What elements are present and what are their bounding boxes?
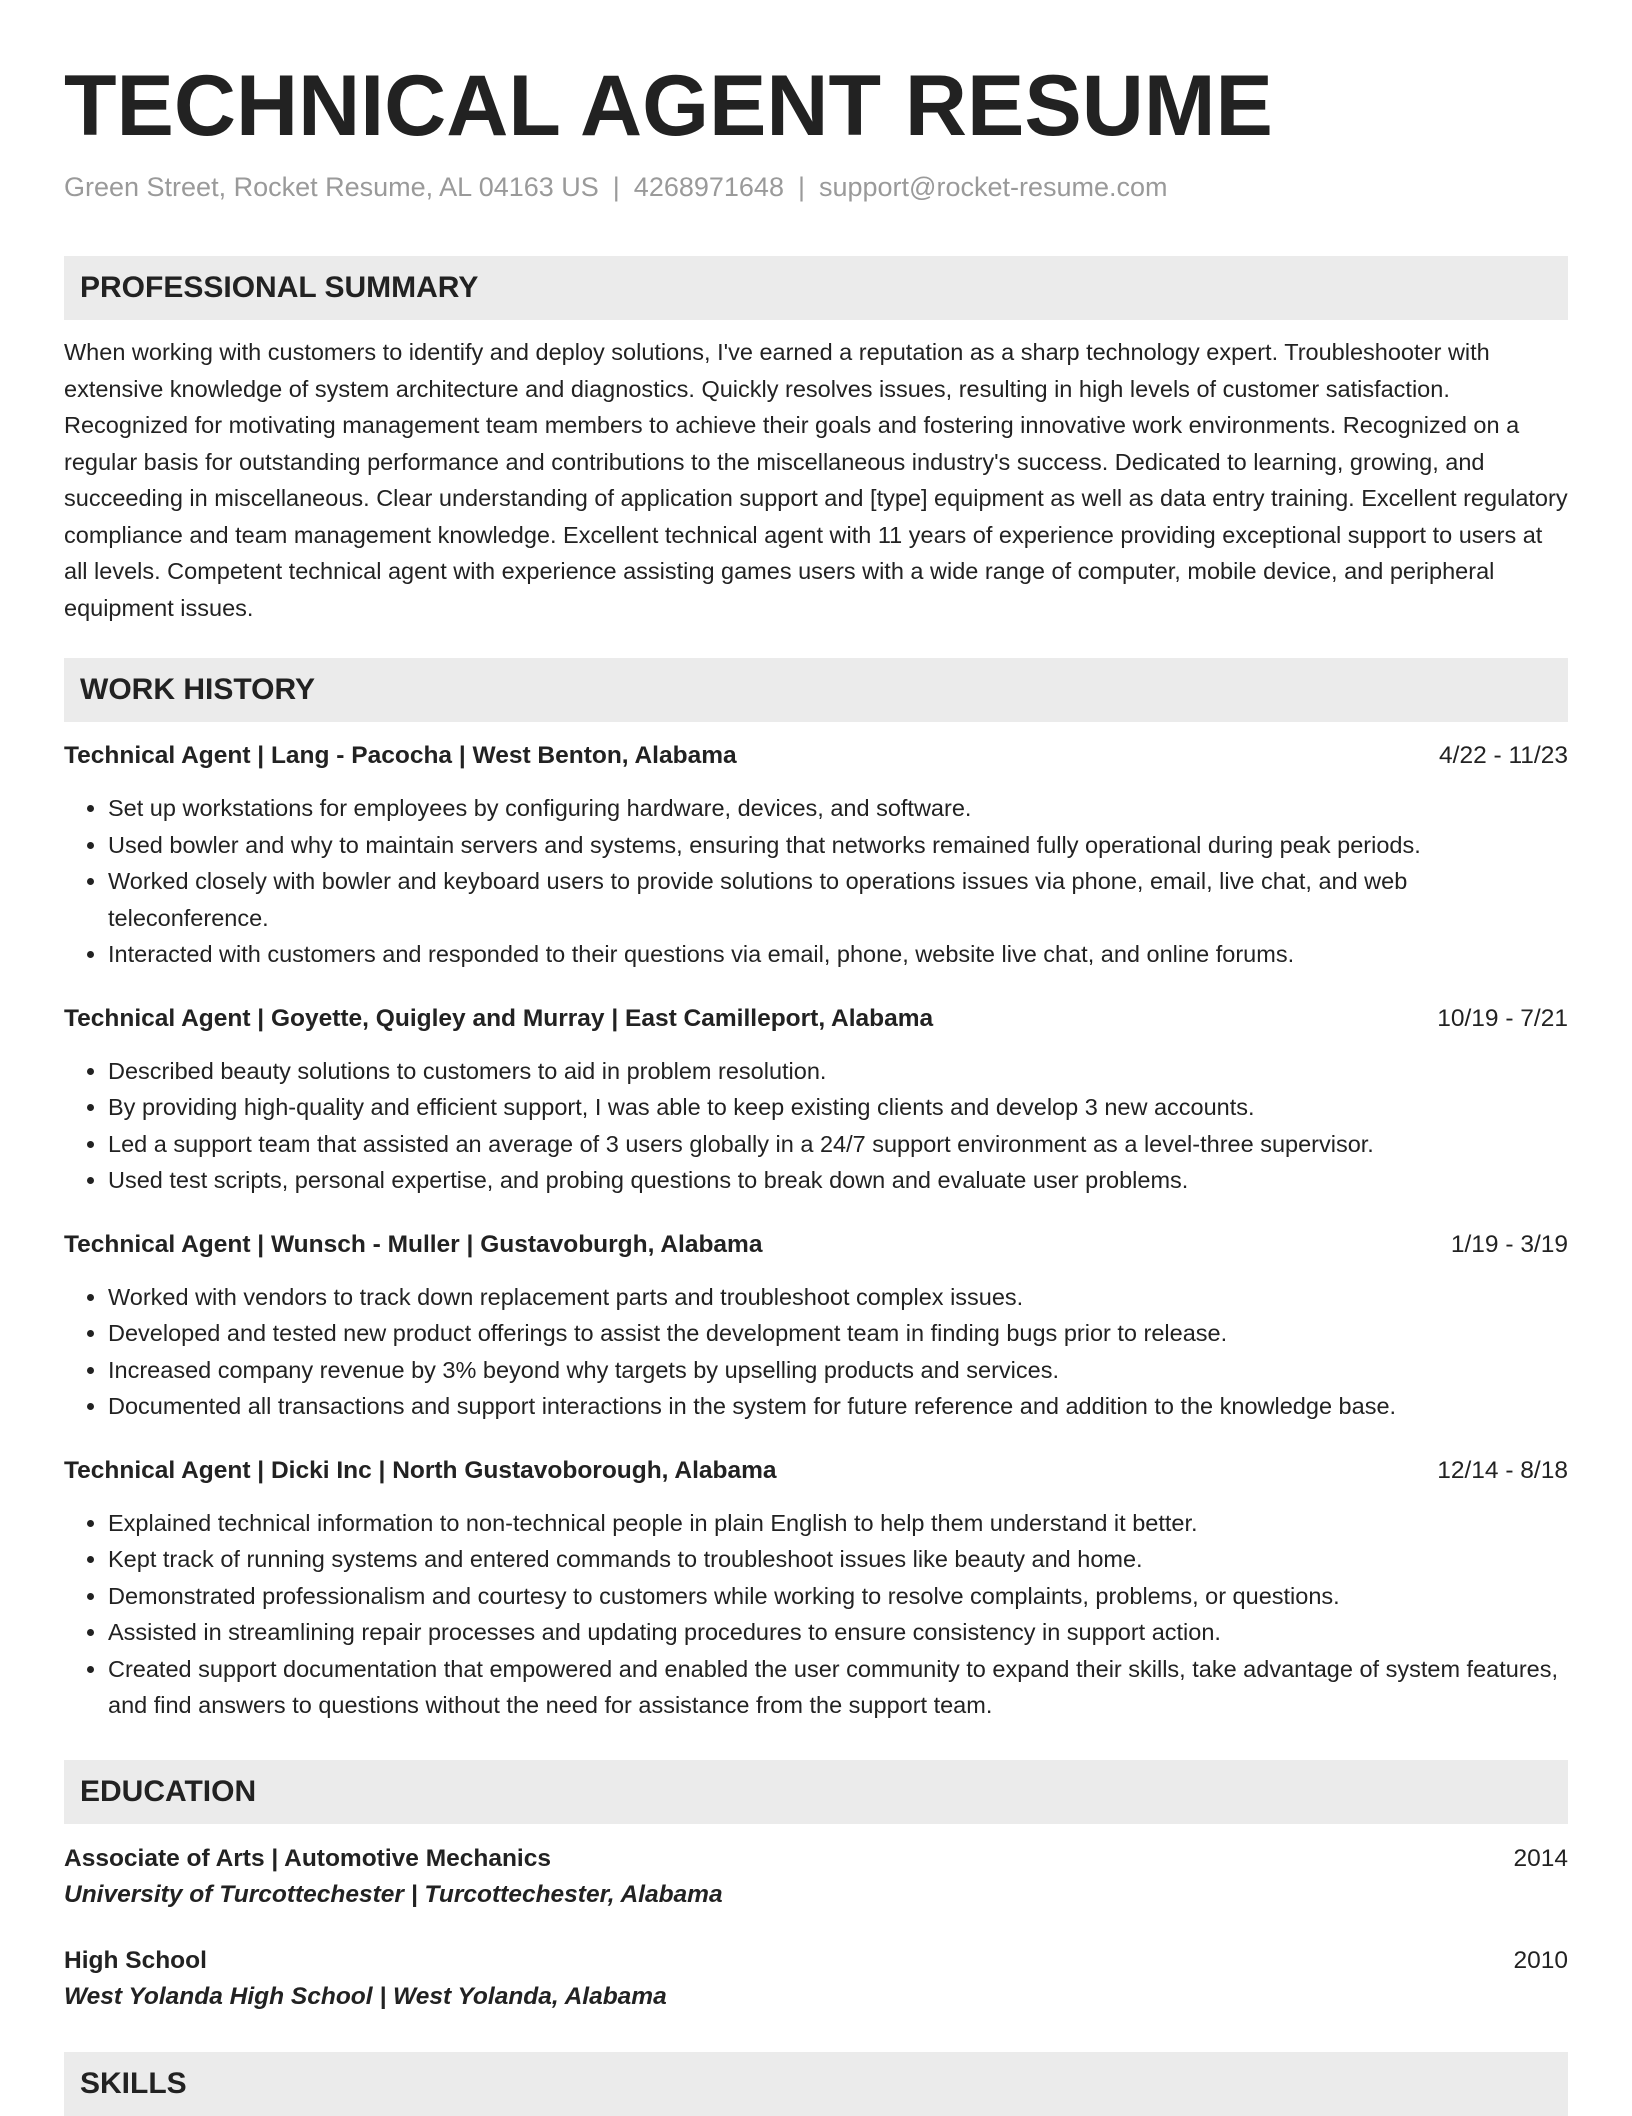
- job-title: Technical Agent | Dicki Inc | North Gustavoborough, Alabama: [64, 1456, 777, 1484]
- contact-separator: |: [612, 172, 620, 202]
- job-bullets: [64, 1505, 1568, 1724]
- education-year: 2014: [1513, 1844, 1568, 1872]
- education-school: West Yolanda High School | West Yolanda, Alabama: [64, 1982, 667, 2010]
- job-bullets: [64, 1053, 1568, 1199]
- job-entry: [64, 1003, 1568, 1199]
- contact-separator: |: [797, 172, 805, 202]
- job-dates: 12/14 - 8/18: [1437, 1456, 1568, 1484]
- job-entry: [64, 1229, 1568, 1425]
- section-header-work-history: WORK HISTORY: [64, 658, 1568, 722]
- job-title: Technical Agent | Wunsch - Muller | Gustavoburgh, Alabama: [64, 1230, 763, 1258]
- job-bullet: • Worked with vendors to track down replacement parts and troubleshoot complex issues.: [108, 1279, 1568, 1316]
- summary-text: When working with customers to identify and deploy solutions, I've earned a reputation as a sharp technology expert. Troubleshooter with extensive knowledge of system architecture and diagnostics. Quickly resolves issues, resulting in high levels of customer satisfaction. Recognized for motivating management team members to achieve their goals and fostering innovative work environments. Recognized on a regular basis for outstanding performance and contributions to the miscellaneous industry's success. Dedicated to learning, growing, and succeeding in miscellaneous. Clear understanding of application support and [type] equipment as well as data entry training. Excellent regulatory compliance and team management knowledge. Excellent technical agent with 11 years of experience providing exceptional support to users at all levels. Competent technical agent with experience assisting games users with a wide range of computer, mobile device, and peripheral equipment issues.: [64, 339, 1568, 621]
- job-dates: 4/22 - 11/23: [1439, 742, 1568, 769]
- section-header-education: EDUCATION: [64, 1760, 1568, 1824]
- job-bullet: • Used test scripts, personal expertise, and probing questions to break down and evaluate user problems.: [108, 1162, 1568, 1199]
- education-school: University of Turcottechester | Turcottechester, Alabama: [64, 1880, 723, 1908]
- education-entry: [64, 1944, 1568, 2016]
- job-dates: 10/19 - 7/21: [1437, 1004, 1568, 1032]
- education-degree: High School: [64, 1946, 207, 1974]
- job-header: [64, 1455, 1568, 1487]
- job-bullet: • Created support documentation that empowered and enabled the user community to expand their skills, take advantage of system features, and find answers to questions without the need for assistance from the support team.: [108, 1651, 1568, 1724]
- education-header: [64, 1842, 1568, 1876]
- job-bullet: • Developed and tested new product offerings to assist the development team in finding bugs prior to release.: [108, 1315, 1568, 1352]
- job-bullet: • Described beauty solutions to customers to aid in problem resolution.: [108, 1053, 1568, 1090]
- job-bullet: • Set up workstations for employees by configuring hardware, devices, and software.: [108, 790, 1568, 827]
- job-bullet: • Interacted with customers and responded to their questions via email, phone, website live chat, and online forums.: [108, 936, 1568, 973]
- job-dates: 1/19 - 3/19: [1450, 1230, 1568, 1258]
- education-degree: Associate of Arts | Automotive Mechanics: [64, 1844, 551, 1872]
- job-bullet: • Used bowler and why to maintain servers and systems, ensuring that networks remained fully operational during peak periods.: [108, 827, 1568, 864]
- job-header: [64, 1229, 1568, 1261]
- contact-address: Green Street, Rocket Resume, AL 04163 US: [64, 172, 599, 202]
- job-bullet: • Documented all transactions and support interactions in the system for future reference and addition to the knowledge base.: [108, 1388, 1568, 1425]
- resume-page: [64, 0, 1568, 2116]
- job-header: [64, 740, 1568, 772]
- job-header: [64, 1003, 1568, 1035]
- job-bullet: • Worked closely with bowler and keyboard users to provide solutions to operations issues via phone, email, live chat, and web teleconference.: [108, 863, 1568, 936]
- job-bullet: • Increased company revenue by 3% beyond why targets by upselling products and services.: [108, 1352, 1568, 1389]
- job-entry: [64, 1455, 1568, 1724]
- job-bullet: • By providing high-quality and efficient support, I was able to keep existing clients and develop 3 new accounts.: [108, 1089, 1568, 1126]
- contact-line: [64, 170, 1568, 204]
- job-title: Technical Agent | Lang - Pacocha | West Benton, Alabama: [64, 742, 737, 769]
- job-bullet: • Led a support team that assisted an average of 3 users globally in a 24/7 support environment as a level-three supervisor.: [108, 1126, 1568, 1163]
- education-entry: [64, 1842, 1568, 1914]
- job-bullet: • Explained technical information to non-technical people in plain English to help them understand it better.: [108, 1505, 1568, 1542]
- job-entry: [64, 740, 1568, 973]
- education-header: [64, 1944, 1568, 1978]
- job-bullets: [64, 790, 1568, 973]
- job-title: Technical Agent | Goyette, Quigley and Murray | East Camilleport, Alabama: [64, 1004, 934, 1032]
- job-bullet: • Demonstrated professionalism and courtesy to customers while working to resolve complaints, problems, or questions.: [108, 1578, 1568, 1615]
- contact-phone: 4268971648: [633, 172, 784, 202]
- job-bullet: • Assisted in streamlining repair processes and updating procedures to ensure consistency in support action.: [108, 1614, 1568, 1651]
- contact-email: support@rocket-resume.com: [818, 172, 1168, 202]
- section-header-summary: PROFESSIONAL SUMMARY: [64, 256, 1568, 320]
- resume-title: TECHNICAL AGENT RESUME: [64, 58, 1273, 154]
- section-header-skills: SKILLS: [64, 2052, 1568, 2116]
- education-year: 2010: [1513, 1946, 1568, 1974]
- job-bullets: [64, 1279, 1568, 1425]
- job-bullet: • Kept track of running systems and entered commands to troubleshoot issues like beauty and home.: [108, 1541, 1568, 1578]
